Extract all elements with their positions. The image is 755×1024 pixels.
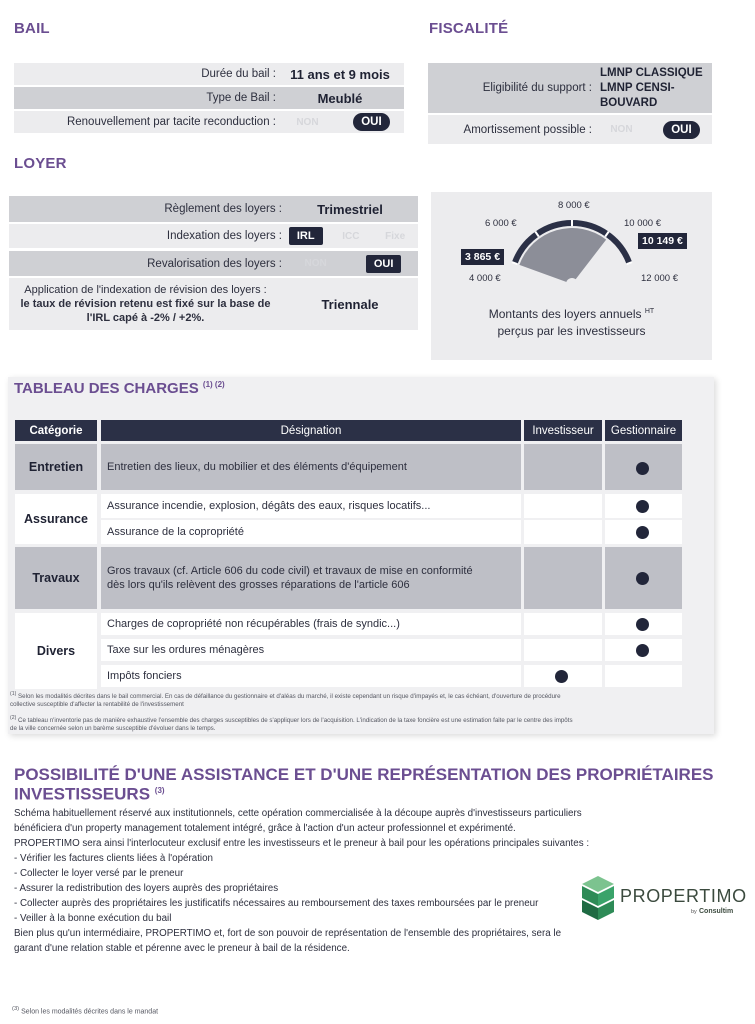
inv-divers-2 (524, 639, 602, 661)
fiscalite-eligibilite-row (428, 63, 712, 113)
desc-travaux-2: dès lors qu'ils relèvent des grosses réparations de l'article 606 (107, 579, 410, 591)
assistance-b5: - Veiller à la bonne exécution du bail (14, 913, 172, 924)
dot-assurance-2-gestionnaire (636, 526, 649, 539)
charges-panel (8, 377, 714, 734)
desc-travaux (101, 547, 521, 609)
loyer-idx-icc: ICC (342, 230, 360, 242)
header-categorie: Catégorie (15, 420, 97, 441)
header-investisseur: Investisseur (524, 420, 602, 441)
loyer-application-label (9, 283, 282, 325)
assistance-b2: - Collecter le loyer versé par le preneur (14, 868, 184, 879)
gauge-caption-sup: HT (644, 308, 655, 315)
loyer-indexation-row (9, 224, 418, 248)
eligibilite-line-2: LMNP CENSI- (600, 81, 675, 94)
loyer-reglement-label: Règlement des loyers : (164, 203, 282, 215)
inv-travaux (524, 547, 602, 609)
cat-travaux: Travaux (15, 547, 97, 609)
loyer-revalo-row (9, 251, 418, 276)
note2-line1: Ce tableau n'inventorie pas de manière exhaustive l'ensemble des charges susceptibles de s'appliquer lors de l'acquisition. L'indication de la taxe foncière est une estimation faite par le centre des impôts (18, 717, 573, 725)
fiscalite-amort-non: NON (610, 124, 633, 135)
loyer-revalo-label: Revalorisation des loyers : (147, 257, 282, 270)
header-designation: Désignation (101, 420, 521, 441)
assistance-title-sup: (3) (154, 786, 165, 795)
eligibilite-line-1: LMNP CLASSIQUE (600, 66, 703, 79)
note2-line2: de la ville concernée selon un barème susceptible d'évoluer dans le temps. (10, 725, 216, 733)
desc-entretien: Entretien des lieux, du mobilier et des éléments d'équipement (101, 444, 521, 490)
bail-duree-row (14, 63, 404, 85)
dot-divers-3-investisseur (555, 670, 568, 683)
gauge-high-tag: 10 149 € (638, 233, 687, 249)
gauge-caption-1: Montants des loyers annuels (488, 307, 642, 321)
gauge-label-8000: 8 000 € (558, 200, 590, 211)
application-line-1: Application de l'indexation de révision des loyers : (24, 284, 267, 296)
bail-type-row (14, 87, 404, 109)
gauge-label-12000: 12 000 € (641, 273, 678, 284)
inv-entretien (524, 444, 602, 490)
fiscalite-amort-oui: OUI (663, 121, 699, 139)
assistance-title (14, 767, 714, 803)
loyer-reglement-row (9, 196, 418, 222)
desc-assurance-1: Assurance incendie, explosion, dégâts des eaux, risques locatifs... (101, 494, 521, 518)
header-gestionnaire: Gestionnaire (605, 420, 682, 441)
bail-type-label: Type de Bail : (206, 92, 276, 104)
desc-assurance-2: Assurance de la copropriété (101, 520, 521, 544)
fiscalite-amort-row (428, 115, 712, 144)
assistance-b3: - Assurer la redistribution des loyers auprès des propriétaires (14, 883, 279, 894)
desc-divers-2: Taxe sur les ordures ménagères (101, 639, 521, 661)
cat-entretien: Entretien (15, 444, 97, 490)
assistance-p2: bénéficiera d'un property management totalement intégré, grâce à l'action d'un acteur professionnel et expérimenté. (14, 823, 516, 834)
propertimo-logo-name: PROPERTIMO (620, 886, 747, 906)
note1-line2: collective susceptible d'affecter la rentabilité de l'investissement (10, 701, 184, 709)
footnote-sup: (3) (12, 1006, 20, 1012)
cat-divers: Divers (15, 613, 97, 689)
charges-title-text: TABLEAU DES CHARGES (14, 380, 199, 397)
propertimo-logo-by: by (691, 909, 697, 915)
note1-line1: Selon les modalités décrites dans le bail commercial. En cas de défaillance du gestionnaire et d'aléas du marché, il existe cependant un risque d'impayés et, le cas échéant, d'ouverture de procédure (18, 693, 561, 701)
gauge-low-tag: 3 865 € (461, 249, 504, 265)
bail-renouv-row (14, 111, 404, 133)
bail-type-value: Meublé (317, 90, 363, 106)
loyer-revalo-oui: OUI (366, 255, 402, 273)
charges-note-2 (10, 714, 712, 733)
gauge-hub (566, 278, 578, 290)
fiscalite-amort-label: Amortissement possible : (463, 123, 592, 136)
loyer-application-value: Triennale (321, 296, 379, 312)
application-line-3: l'IRL capé à -2% / +2%. (86, 312, 205, 324)
loyer-idx-irl: IRL (289, 227, 323, 245)
charges-title (14, 380, 225, 397)
loyer-indexation-label: Indexation des loyers : (166, 230, 282, 242)
assistance-title-1: POSSIBILITÉ D'UNE ASSISTANCE ET D'UNE REPRÉSENTATION DES PROPRIÉTAIRES (14, 765, 714, 784)
desc-divers-3: Impôts fonciers (101, 665, 521, 687)
assistance-p3: PROPERTIMO sera ainsi l'interlocuteur exclusif entre les investisseurs et le preneur à bail pour les opérations principales suivantes : (14, 838, 590, 849)
dot-travaux-gestionnaire (636, 572, 649, 585)
loyer-title: LOYER (14, 155, 67, 172)
gauge-caption-2: perçus par les investisseurs (497, 324, 646, 338)
gauge-label-4000: 4 000 € (469, 273, 501, 284)
gauge-label-6000: 6 000 € (485, 218, 517, 229)
assistance-title-2: INVESTISSEURS (14, 784, 151, 804)
dot-divers-2-gestionnaire (636, 644, 649, 657)
desc-travaux-1: Gros travaux (cf. Article 606 du code civil) et travaux de mise en conformité (107, 565, 473, 577)
loyer-revalo-non: NON (304, 258, 327, 269)
desc-divers-1: Charges de copropriété non récupérables (frais de syndic...) (101, 613, 521, 635)
fiscalite-title: FISCALITÉ (429, 20, 509, 37)
application-line-2: le taux de révision retenu est fixé sur la base de (20, 298, 271, 310)
bail-duree-label: Durée du bail : (201, 68, 276, 80)
assistance-p1: Schéma habituellement réservé aux institutionnels, cette opération commercialisée à la découpe auprès d'investisseurs particuliers (14, 808, 582, 819)
inv-divers-1 (524, 613, 602, 635)
charges-title-sup: (1) (2) (202, 380, 225, 389)
bail-renouv-non: NON (296, 116, 319, 128)
bail-renouv-oui: OUI (353, 113, 389, 131)
bail-title: BAIL (14, 20, 50, 37)
gauge-caption (431, 303, 712, 340)
propertimo-logo-icon (582, 876, 614, 922)
assistance-p5: garant d'une relation stable et pérenne avec le preneur à bail de la résidence. (14, 943, 350, 954)
loyer-application-row (9, 278, 418, 330)
inv-assurance-1 (524, 494, 602, 518)
assistance-b1: - Vérifier les factures clients liées à l'opération (14, 853, 213, 864)
charges-note-1 (10, 690, 712, 709)
note1-sup: (1) (10, 691, 17, 697)
bail-renouv-label: Renouvellement par tacite reconduction : (66, 116, 276, 128)
dot-assurance-1-gestionnaire (636, 500, 649, 513)
inv-assurance-2 (524, 520, 602, 544)
propertimo-logo (582, 876, 747, 926)
assistance-text (14, 806, 594, 956)
fiscalite-eligibilite-value (592, 66, 712, 111)
cat-assurance: Assurance (15, 494, 97, 544)
assistance-b4: - Collecter auprès des propriétaires les justificatifs nécessaires au remboursement des taxes remboursées par le preneur (14, 898, 539, 909)
propertimo-logo-sub: Consultim (699, 908, 734, 915)
loyer-reglement-value: Trimestriel (317, 201, 383, 217)
eligibilite-line-3: BOUVARD (600, 96, 658, 109)
footnote (12, 1006, 158, 1015)
gauge-label-10000: 10 000 € (624, 218, 661, 229)
footnote-text: Selon les modalités décrites dans le mandat (21, 1008, 159, 1016)
note2-sup: (2) (10, 715, 17, 721)
dot-entretien-gestionnaire (636, 462, 649, 475)
gauge-panel (431, 192, 712, 360)
dot-divers-1-gestionnaire (636, 618, 649, 631)
bail-duree-value: 11 ans et 9 mois (290, 66, 390, 82)
fiscalite-eligibilite-label: Eligibilité du support : (482, 82, 592, 94)
gest-divers-3 (605, 665, 682, 687)
loyer-idx-fixe: Fixe (385, 230, 406, 242)
assistance-p4: Bien plus qu'un intermédiaire, PROPERTIMO et, fort de son pouvoir de représentation de l'ensemble des propriétaires, sera le (14, 928, 562, 939)
